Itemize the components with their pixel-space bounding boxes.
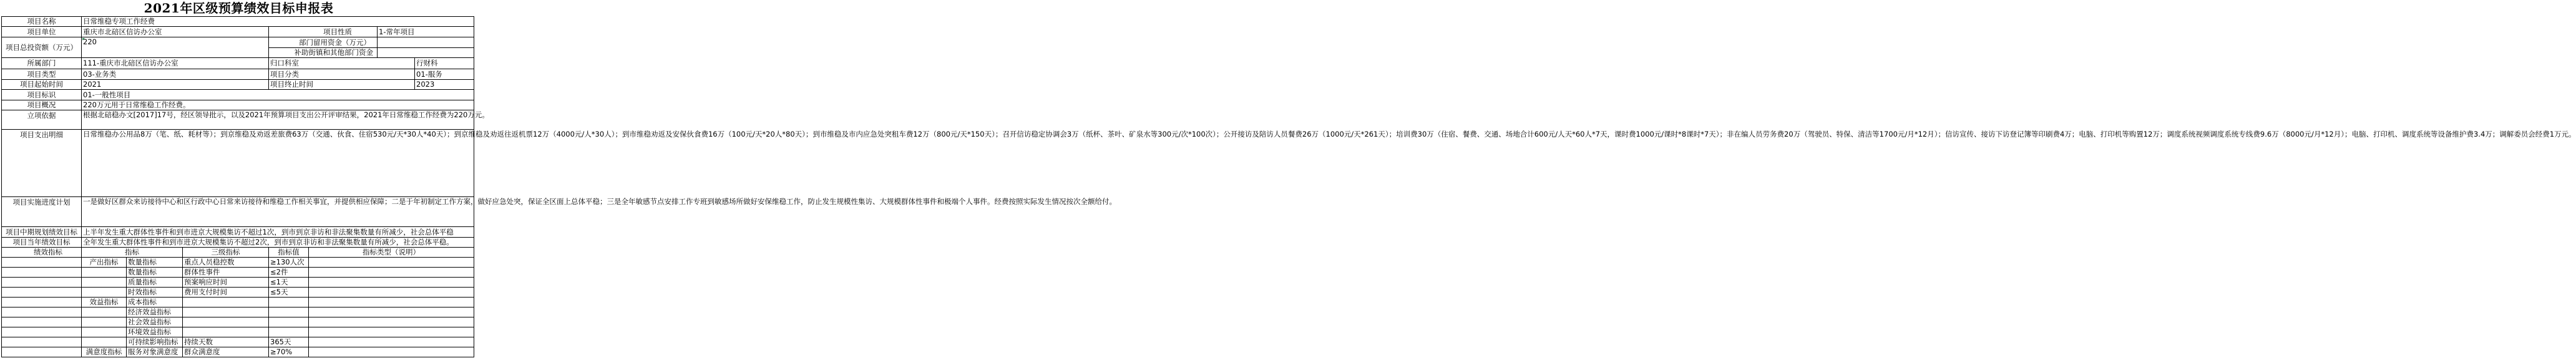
indicator-row	[2, 278, 474, 288]
sub-indicator: 时效指标	[127, 288, 183, 298]
indicator-type[interactable]	[309, 317, 474, 327]
indicator-section-label: 绩效指标	[2, 248, 82, 258]
row-project-unit	[2, 27, 474, 37]
row-years	[2, 80, 474, 90]
indicator-row	[2, 307, 474, 317]
indicator-row	[2, 298, 474, 307]
indicator-value[interactable]	[269, 307, 309, 317]
expense-value[interactable]: 日常维稳办公用品8万（笔、纸、耗材等）；到京维稳及劝返差旅费63万（交通、伙食、住宿530元/天*30人*40天）；到京维稳及劝返往返机票12万（4000元/人*30人）；到市维稳劝返及安保伙食费16万（100元/天*20人*80天）；到市维稳及市内应急处突租车费12万（800元/天*150天）；召开信访稳定协调会3万（纸杯、茶叶、矿泉水等300元/次*100次）；公开接访及陪访人员餐费26万（1000元/天*261天）；培训费30万（住宿、餐费、交通、场地合计600元/人天*60人*7天，课时费1000元/课时*8课时*7天）；非在编人员劳务费20万（驾驶员、特保、清洁等1700元/月*12月）；信访宣传、接访下访登记簿等印刷费4万；电脑、打印机等购置12万；调度系统视频调度系统专线费9.6万（8000元/月*12月）；电脑、打印机、调度系统等设备维护费3.4万；调解委员会经费1万元。	[82, 130, 474, 197]
indicator-row	[2, 268, 474, 278]
sub-indicator: 质量指标	[127, 278, 183, 288]
indicator-value[interactable]: ≥130人次	[269, 258, 309, 268]
group-benefit-label: 效益指标	[82, 298, 127, 307]
value-col-header: 指标值	[269, 248, 309, 258]
row-project-id	[2, 90, 474, 100]
overview-value[interactable]: 220万元用于日常维稳工作经费。	[82, 100, 474, 110]
project-unit-label: 项目单位	[2, 27, 82, 37]
row-project-type	[2, 69, 474, 80]
project-nature-label: 项目性质	[269, 27, 378, 37]
row-indicator-header	[2, 248, 474, 258]
sub-indicator: 成本指标	[127, 298, 183, 307]
end-year-value[interactable]: 2023	[415, 80, 474, 90]
sub-indicator: 经济效益指标	[127, 307, 183, 317]
indicator-value[interactable]: ≤2件	[269, 268, 309, 278]
expense-label: 项目支出明细	[2, 130, 82, 197]
indicator-row	[2, 258, 474, 268]
group-satisfaction-label: 满意度指标	[82, 347, 127, 357]
end-year-label: 项目终止时间	[269, 80, 415, 90]
annual-label: 项目当年绩效目标	[2, 238, 82, 248]
indicator-type[interactable]	[309, 347, 474, 357]
level3-indicator[interactable]: 重点人员稳控数	[183, 258, 269, 268]
office-label: 归口科室	[269, 58, 415, 69]
indicator-value[interactable]: ≤1天	[269, 278, 309, 288]
start-year-label: 项目起始时间	[2, 80, 82, 90]
row-department	[2, 58, 474, 69]
row-mid-term	[2, 227, 474, 238]
reserved-funds-label: 部门留用资金（万元）	[269, 37, 378, 48]
indicator-row	[2, 347, 474, 357]
indicator-value[interactable]: ≥70%	[269, 347, 309, 357]
indicator-value[interactable]	[269, 317, 309, 327]
project-name-value[interactable]: 日常维稳专项工作经费	[82, 17, 474, 27]
indicator-row	[2, 288, 474, 298]
schedule-label: 项目实施进度计划	[2, 197, 82, 227]
level3-col-header: 三级指标	[183, 248, 269, 258]
start-year-value[interactable]: 2021	[82, 80, 269, 90]
type-col-header: 指标类型（说明）	[309, 248, 474, 258]
indicator-type[interactable]	[309, 288, 474, 298]
indicator-type[interactable]	[309, 278, 474, 288]
indicator-type[interactable]	[309, 307, 474, 317]
reserved-funds-value[interactable]	[378, 37, 474, 48]
basis-label: 立项依据	[2, 110, 82, 130]
level3-indicator[interactable]	[183, 298, 269, 307]
sub-indicator: 服务对象满意度	[127, 347, 183, 357]
total-investment-value[interactable]: 220	[82, 37, 269, 58]
level3-indicator[interactable]	[183, 307, 269, 317]
budget-table	[1, 16, 2576, 357]
row-expense	[2, 130, 474, 197]
sub-indicator: 环境效益指标	[127, 327, 183, 337]
project-category-label: 项目分类	[269, 69, 415, 80]
indicator-row	[2, 317, 474, 327]
sub-indicator: 可持续影响指标	[127, 337, 183, 347]
subsidy-label: 补助街镇和其他部门资金	[269, 48, 378, 58]
report-title: 2021年区级预算绩效目标申报表	[144, 1, 334, 16]
level3-indicator[interactable]	[183, 317, 269, 327]
project-id-label: 项目标识	[2, 90, 82, 100]
level3-indicator[interactable]: 预案响应时间	[183, 278, 269, 288]
sub-indicator: 数量指标	[127, 258, 183, 268]
project-category-value[interactable]: 01-服务	[415, 69, 474, 80]
subsidy-value[interactable]	[378, 48, 474, 58]
row-total-investment	[2, 37, 474, 48]
total-investment-label: 项目总投资额（万元）	[2, 37, 82, 58]
overview-label: 项目概况	[2, 100, 82, 110]
indicator-value[interactable]: 365天	[269, 337, 309, 347]
project-unit-value[interactable]: 重庆市北碚区信访办公室	[82, 27, 269, 37]
department-value[interactable]: 111-重庆市北碚区信访办公室	[82, 58, 269, 69]
indicator-type[interactable]	[309, 327, 474, 337]
office-value[interactable]: 行财科	[415, 58, 474, 69]
indicator-value[interactable]	[269, 327, 309, 337]
indicator-row	[2, 337, 474, 347]
row-basis	[2, 110, 474, 130]
sub-indicator: 数量指标	[127, 268, 183, 278]
level3-indicator[interactable]	[183, 327, 269, 337]
row-overview	[2, 100, 474, 110]
level3-indicator[interactable]: 费用支付时间	[183, 288, 269, 298]
project-nature-value[interactable]: 1-常年项目	[378, 27, 474, 37]
level3-indicator[interactable]: 持续天数	[183, 337, 269, 347]
annual-value[interactable]: 全年发生重大群体性事件和到市进京大规模集访不超过2次，到市到京非访和非法聚集数量有所减少，社会总体平稳。	[82, 238, 474, 248]
indicator-type[interactable]	[309, 258, 474, 268]
project-name-label: 项目名称	[2, 17, 82, 27]
mid-term-value[interactable]: 上半年发生重大群体性事件和到市进京大规模集访不超过1次，到市到京非访和非法聚集数量有所减少，社会总体平稳	[82, 227, 474, 238]
department-label: 所属部门	[2, 58, 82, 69]
indicator-col-header: 指标	[82, 248, 183, 258]
indicator-type[interactable]	[309, 298, 474, 307]
row-project-name	[2, 17, 474, 27]
group-output-label: 产出指标	[82, 258, 127, 268]
indicator-type[interactable]	[309, 337, 474, 347]
row-annual	[2, 238, 474, 248]
mid-term-label: 项目中期规划绩效目标	[2, 227, 82, 238]
indicator-type[interactable]	[309, 268, 474, 278]
schedule-value[interactable]: 一是做好区群众来访接待中心和区行政中心日常来访接待和维稳工作相关事宜，并提供相应保障；二是于年初制定工作方案，做好应急处突，保证全区面上总体平稳；三是全年敏感节点安排工作专班到敏感场所做好安保维稳工作，防止发生规模性集访、大规模群体性事件和极端个人事件。经费按照实际发生情况按次全额给付。	[82, 197, 474, 227]
project-type-label: 项目类型	[2, 69, 82, 80]
indicator-value[interactable]	[269, 298, 309, 307]
row-schedule	[2, 197, 474, 227]
project-type-value[interactable]: 03-业务类	[82, 69, 269, 80]
project-id-value[interactable]: 01-一般性项目	[82, 90, 474, 100]
level3-indicator[interactable]: 群体性事件	[183, 268, 269, 278]
basis-value[interactable]: 根据北碚稳办文[2017]17号，经区领导批示，以及2021年预算项目支出公开评审结果，2021年日常维稳工作经费为220万元。	[82, 110, 474, 130]
indicator-value[interactable]: ≤5天	[269, 288, 309, 298]
indicator-row	[2, 327, 474, 337]
sub-indicator: 社会效益指标	[127, 317, 183, 327]
level3-indicator[interactable]: 群众满意度	[183, 347, 269, 357]
